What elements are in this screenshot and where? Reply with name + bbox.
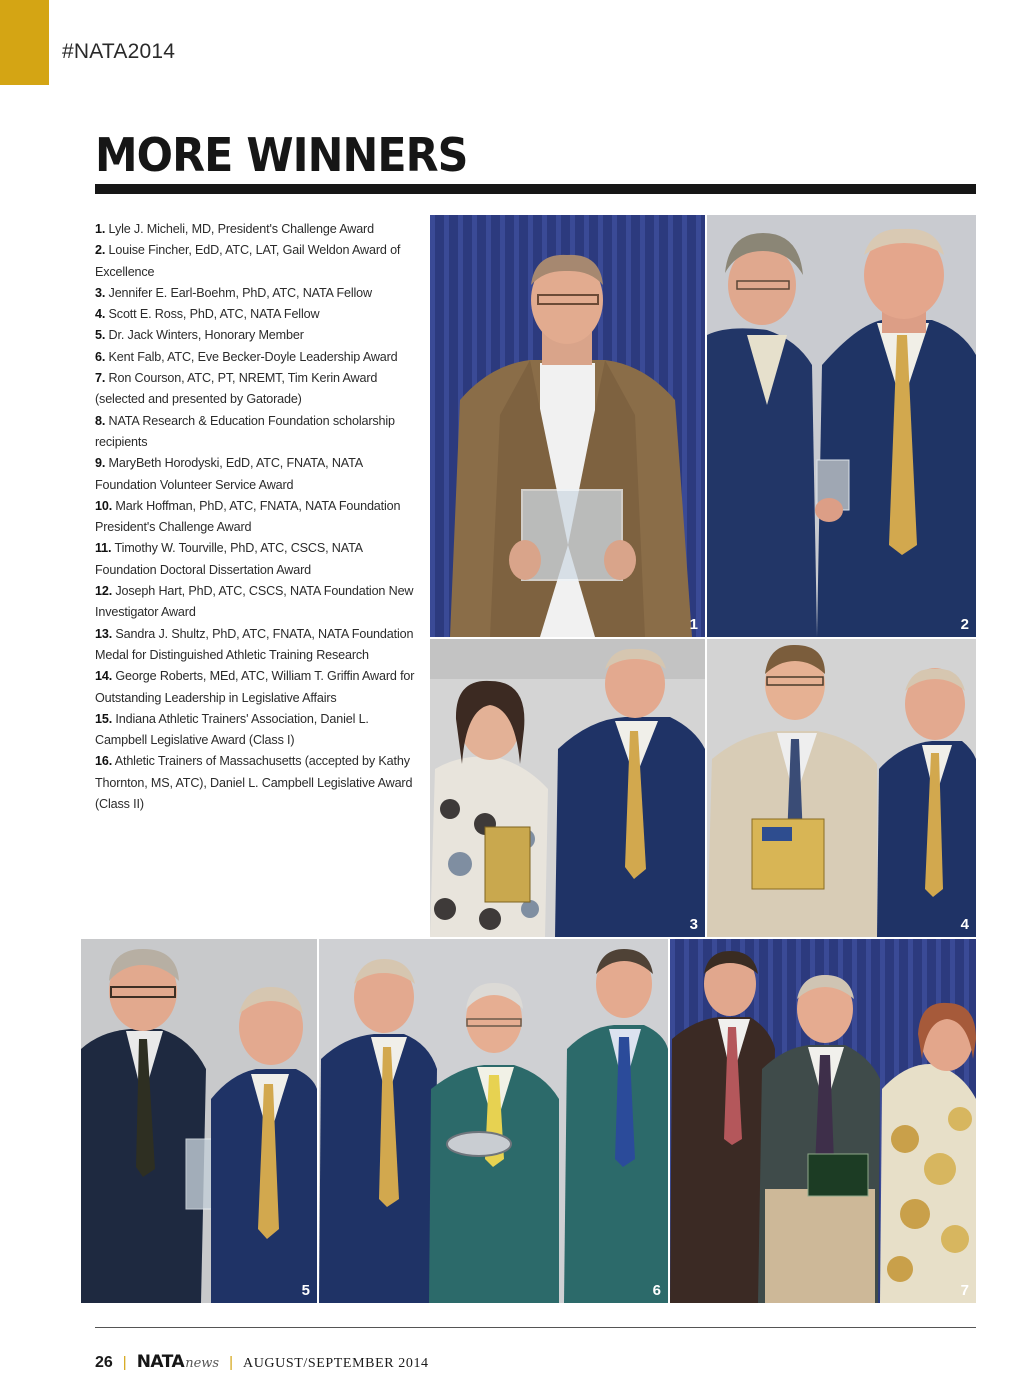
- photo-number: 5: [301, 1282, 310, 1299]
- item-text: George Roberts, MEd, ATC, William T. Griffin Award for Outstanding Leadership in Legislative Affairs: [95, 669, 415, 705]
- item-number: 14.: [95, 669, 113, 684]
- item-text: Louise Fincher, EdD, ATC, LAT, Gail Weldon Award of Excellence: [95, 243, 401, 279]
- photo-number: 7: [960, 1282, 969, 1299]
- winners-list: [95, 219, 423, 815]
- item-text: Joseph Hart, PhD, ATC, CSCS, NATA Foundation New Investigator Award: [95, 584, 414, 620]
- item-text: Lyle J. Micheli, MD, President's Challenge Award: [105, 222, 374, 236]
- list-item: [95, 325, 423, 346]
- item-number: 7.: [95, 371, 106, 386]
- item-text: Timothy W. Tourville, PhD, ATC, CSCS, NATA Foundation Doctoral Dissertation Award: [95, 541, 363, 577]
- footer-separator: |: [229, 1354, 233, 1371]
- issue-date: AUGUST/SEPTEMBER 2014: [242, 1356, 429, 1371]
- photo-7: [670, 939, 976, 1303]
- item-number: 13.: [95, 626, 113, 641]
- list-item: [95, 240, 423, 283]
- photo-3-image: [430, 639, 705, 937]
- page-title: MORE WINNERS: [95, 128, 468, 182]
- publication-logo-sub: news: [185, 1356, 220, 1371]
- corner-accent-tab: [0, 0, 49, 85]
- item-number: 5.: [95, 328, 106, 343]
- photo-4: [707, 639, 976, 937]
- item-text: Kent Falb, ATC, Eve Becker-Doyle Leadership Award: [105, 349, 398, 364]
- photo-number: 1: [689, 616, 698, 633]
- title-rule: [95, 184, 976, 194]
- item-number: 8.: [95, 413, 106, 428]
- item-text: Dr. Jack Winters, Honorary Member: [105, 328, 304, 343]
- list-item: [95, 709, 423, 752]
- item-text: Jennifer E. Earl-Boehm, PhD, ATC, NATA Fellow: [105, 285, 372, 300]
- item-text: Sandra J. Shultz, PhD, ATC, FNATA, NATA Foundation Medal for Distinguished Athletic Training Research: [95, 626, 414, 662]
- list-item: [95, 304, 423, 325]
- page-number: 26: [95, 1354, 113, 1371]
- list-item: [95, 624, 423, 667]
- item-number: 16.: [95, 754, 113, 769]
- item-number: 4.: [95, 307, 106, 322]
- item-text: MaryBeth Horodyski, EdD, ATC, FNATA, NATA Foundation Volunteer Service Award: [95, 456, 363, 492]
- list-item: [95, 368, 423, 411]
- item-number: 1.: [95, 222, 106, 236]
- list-item: [95, 411, 423, 454]
- photo-3: [430, 639, 705, 937]
- list-item: [95, 751, 423, 815]
- list-item: [95, 283, 423, 304]
- footer-rule: [95, 1327, 976, 1328]
- item-text: Athletic Trainers of Massachusetts (accepted by Kathy Thornton, MS, ATC), Daniel L. Campbell Legislative Award (Class II): [95, 754, 413, 812]
- photo-number: 3: [689, 916, 698, 933]
- item-text: NATA Research & Education Foundation scholarship recipients: [95, 413, 395, 449]
- list-item: [95, 666, 423, 709]
- photo-1-image: [430, 215, 705, 637]
- item-number: 2.: [95, 243, 106, 258]
- hashtag: #NATA2014: [62, 40, 176, 63]
- photo-2-image: [707, 215, 976, 637]
- list-item: [95, 347, 423, 368]
- photo-7-image: [670, 939, 976, 1303]
- page-footer: [95, 1352, 429, 1372]
- item-text: Ron Courson, ATC, PT, NREMT, Tim Kerin Award (selected and presented by Gatorade): [95, 371, 378, 407]
- list-item: [95, 581, 423, 624]
- photo-number: 2: [960, 616, 969, 633]
- photo-6-image: [319, 939, 668, 1303]
- list-item: [95, 453, 423, 496]
- publication-logo: NATA: [136, 1352, 185, 1372]
- item-text: Scott E. Ross, PhD, ATC, NATA Fellow: [105, 307, 320, 322]
- item-number: 12.: [95, 584, 113, 599]
- item-number: 9.: [95, 456, 106, 471]
- item-number: 6.: [95, 349, 106, 364]
- item-number: 15.: [95, 711, 113, 726]
- photo-6: [319, 939, 668, 1303]
- photo-2: [707, 215, 976, 637]
- item-text: Mark Hoffman, PhD, ATC, FNATA, NATA Foundation President's Challenge Award: [95, 498, 401, 535]
- photo-4-image: [707, 639, 976, 937]
- list-item: [95, 219, 423, 240]
- item-text: Indiana Athletic Trainers' Association, Daniel L. Campbell Legislative Award (Class I): [95, 711, 369, 748]
- list-item: [95, 538, 423, 581]
- photo-number: 4: [960, 916, 969, 933]
- photo-number: 6: [652, 1282, 661, 1299]
- item-number: 3.: [95, 285, 106, 300]
- list-item: [95, 496, 423, 539]
- item-number: 11.: [95, 541, 112, 556]
- photo-5-image: [81, 939, 317, 1303]
- item-number: 10.: [95, 498, 113, 513]
- footer-separator: |: [122, 1354, 127, 1371]
- photo-5: [81, 939, 317, 1303]
- photo-1: [430, 215, 705, 637]
